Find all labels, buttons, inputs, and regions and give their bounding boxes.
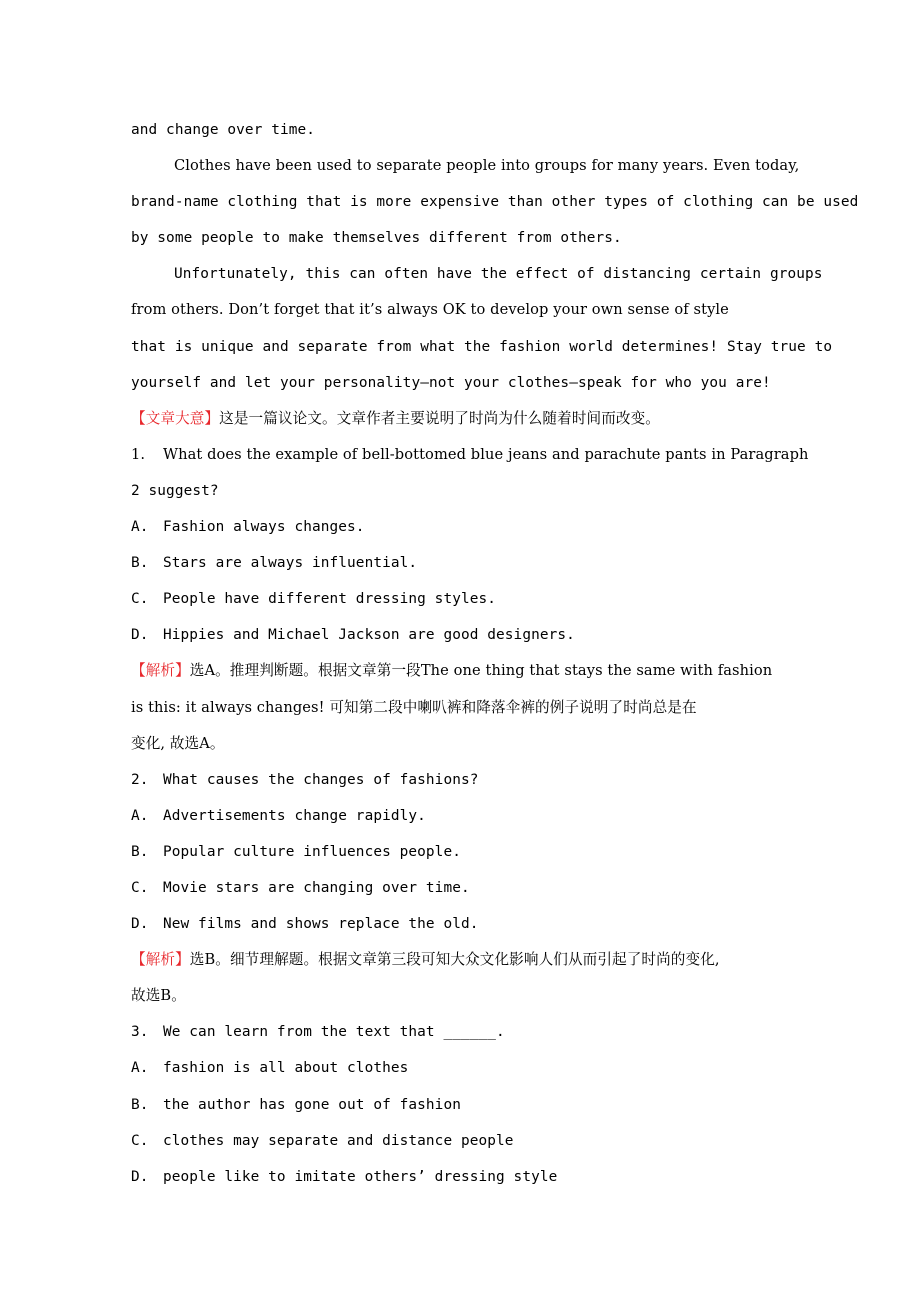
- passage-line: Unfortunately, this can often have the effect of distancing certain groups: [174, 266, 823, 283]
- option-text: people like to imitate others’ dressing style: [163, 1168, 558, 1185]
- question-number: 2.: [131, 771, 149, 788]
- option-text: Advertisements change rapidly.: [163, 807, 426, 824]
- option-text: the author has gone out of fashion: [163, 1096, 461, 1113]
- option-text: Stars are always influential.: [163, 555, 418, 572]
- option-a: [131, 509, 821, 545]
- summary-tag: 【文章大意】: [131, 409, 220, 427]
- option-letter: B.: [131, 843, 149, 860]
- analysis-line: [131, 653, 821, 689]
- document-page: [131, 112, 859, 1195]
- option-text: People have different dressing styles.: [163, 591, 497, 608]
- option-letter: B.: [131, 555, 149, 572]
- option-d: [131, 1159, 821, 1195]
- option-d: [131, 617, 821, 653]
- analysis-line: 变化, 故选A。: [131, 734, 225, 752]
- option-d: [131, 906, 821, 942]
- option-a: [131, 1050, 821, 1086]
- question-text: We can learn from the text that ______.: [163, 1024, 505, 1041]
- option-b: [131, 834, 821, 870]
- question-number: 3.: [131, 1024, 149, 1041]
- option-text: Hippies and Michael Jackson are good designers.: [163, 627, 575, 644]
- option-letter: C.: [131, 591, 149, 608]
- passage-line: by some people to make themselves different from others.: [131, 230, 622, 247]
- question-2-stem: [131, 762, 821, 798]
- question-number: 1.: [131, 445, 146, 463]
- option-letter: C.: [131, 1132, 149, 1149]
- passage-line: and change over time.: [131, 122, 316, 138]
- option-letter: A.: [131, 807, 149, 824]
- question-1-stem-cont: 2 suggest?: [131, 482, 219, 499]
- option-letter: A.: [131, 519, 149, 536]
- option-c: [131, 581, 821, 617]
- option-c: [131, 1123, 821, 1159]
- summary-line: [131, 401, 821, 437]
- question-1-stem: [131, 437, 821, 473]
- question-3-stem: [131, 1014, 821, 1050]
- passage-line: that is unique and separate from what the fashion world determines! Stay true to: [131, 338, 833, 355]
- analysis-line: is this: it always changes! 可知第二段中喇叭裤和降落伞裤的例子说明了时尚总是在: [131, 698, 697, 716]
- option-letter: C.: [131, 879, 149, 896]
- question-text: What causes the changes of fashions?: [163, 771, 479, 788]
- option-letter: D.: [131, 627, 149, 644]
- analysis-text: 选B。细节理解题。根据文章第三段可知大众文化影响人们从而引起了时尚的变化,: [189, 951, 720, 969]
- option-letter: A.: [131, 1060, 149, 1077]
- analysis-line: 故选B。: [131, 987, 186, 1005]
- option-text: New films and shows replace the old.: [163, 916, 479, 933]
- option-letter: D.: [131, 1168, 149, 1185]
- question-text: What does the example of bell-bottomed blue jeans and parachute pants in Paragraph: [163, 445, 809, 463]
- option-a: [131, 798, 821, 834]
- summary-text: 这是一篇议论文。文章作者主要说明了时尚为什么随着时间而改变。: [219, 409, 660, 427]
- option-text: Fashion always changes.: [163, 519, 365, 536]
- option-b: [131, 1087, 821, 1123]
- analysis-tag: 【解析】: [131, 951, 190, 969]
- option-b: [131, 545, 821, 581]
- analysis-text: 选A。推理判断题。根据文章第一段The one thing that stays the same with fashion: [189, 662, 773, 680]
- option-text: Popular culture influences people.: [163, 843, 461, 860]
- passage-line: yourself and let your personality—not your clothes—speak for who you are!: [131, 374, 771, 391]
- option-text: clothes may separate and distance people: [163, 1132, 514, 1149]
- option-letter: D.: [131, 916, 149, 933]
- analysis-tag: 【解析】: [131, 662, 190, 680]
- option-letter: B.: [131, 1096, 149, 1113]
- passage-line: Clothes have been used to separate people into groups for many years. Even today,: [174, 157, 800, 175]
- option-c: [131, 870, 821, 906]
- option-text: Movie stars are changing over time.: [163, 879, 470, 896]
- passage-line: from others. Don’t forget that it’s always OK to develop your own sense of style: [131, 301, 729, 319]
- passage-line: brand-name clothing that is more expensive than other types of clothing can be used: [131, 194, 859, 211]
- option-text: fashion is all about clothes: [163, 1060, 409, 1077]
- analysis-line: [131, 942, 821, 978]
